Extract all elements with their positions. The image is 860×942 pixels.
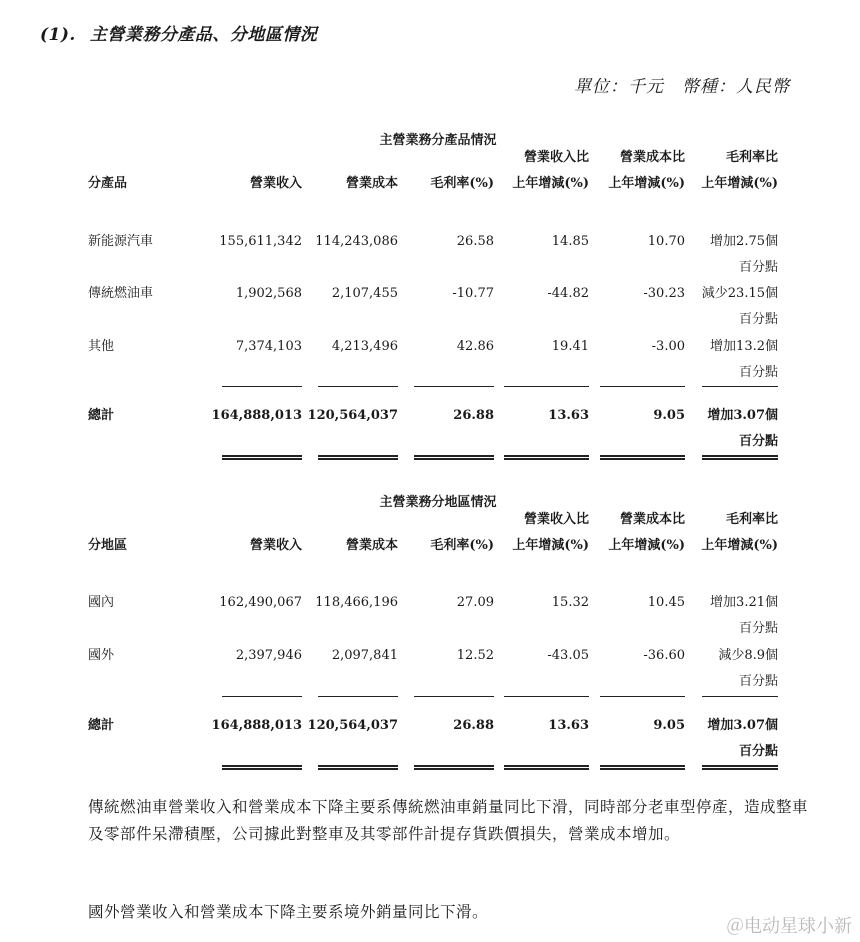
column-header: 營業成本 [345,176,398,191]
table-cell: 百分點 [738,674,778,689]
table-cell: -43.05 [547,648,589,663]
subtotal-rule [600,696,685,697]
table-cell: 4,213,496 [331,339,398,354]
column-header: 上年增減(%) [608,176,685,191]
total-double-rule [318,765,398,770]
subtotal-rule [222,386,302,387]
column-header: 營業收入 [249,176,302,191]
table-cell: 新能源汽車 [88,234,154,249]
subtotal-rule [414,696,494,697]
subtotal-rule [600,386,685,387]
total-cell: 9.05 [653,408,685,423]
total-cell: 120,564,037 [307,718,398,733]
total-double-rule [414,765,494,770]
column-header: 營業成本比 [619,150,685,165]
table-cell: 2,397,946 [235,648,302,663]
column-header: 毛利率(%) [430,538,494,553]
total-cell: 總計 [88,408,115,423]
column-header: 營業收入比 [523,512,589,527]
total-cell: 26.88 [453,718,494,733]
total-cell: 9.05 [653,718,685,733]
table-cell: 26.58 [456,234,494,249]
table-cell: 增加3.21個 [710,595,778,610]
table-cell: 2,107,455 [331,286,398,301]
total-double-rule [504,765,589,770]
total-cell: 164,888,013 [211,408,302,423]
product-table-title: 主營業務分產品情況 [379,133,497,148]
total-cell: 13.63 [548,408,589,423]
total-cell: 增加3.07個 [707,408,778,423]
column-header: 營業成本 [345,538,398,553]
table-cell: 2,097,841 [331,648,398,663]
table-cell: 增加13.2個 [710,339,778,354]
table-cell: -3.00 [651,339,685,354]
total-double-rule [600,765,685,770]
table-cell: 1,902,568 [235,286,302,301]
table-cell: 27.09 [456,595,494,610]
table-cell: 10.45 [647,595,685,610]
table-cell: 114,243,086 [315,234,398,249]
column-header: 毛利率比 [725,150,778,165]
table-cell: 155,611,342 [219,234,302,249]
table-cell: 162,490,067 [219,595,302,610]
total-cell: 百分點 [738,434,778,449]
column-header: 營業成本比 [619,512,685,527]
subtotal-rule [414,386,494,387]
paragraph-overseas-explanation: 國外營業收入和營業成本下降主要系境外銷量同比下滑。 [88,903,489,921]
table-cell: 15.32 [551,595,589,610]
unit-currency-line: 單位：千元 幣種：人民幣 [574,77,790,97]
column-header: 上年增減(%) [512,176,589,191]
total-cell: 總計 [88,718,115,733]
section-number: (1). [40,25,76,45]
total-double-rule [414,455,494,460]
column-header: 分產品 [88,176,128,191]
table-cell: 118,466,196 [315,595,398,610]
table-cell: 國外 [88,648,115,663]
column-header: 毛利率(%) [430,176,494,191]
total-double-rule [600,455,685,460]
total-cell: 13.63 [548,718,589,733]
total-cell: 164,888,013 [211,718,302,733]
total-double-rule [702,765,778,770]
table-cell: 百分點 [738,260,778,275]
subtotal-rule [702,696,778,697]
table-cell: 7,374,103 [235,339,302,354]
table-cell: 百分點 [738,365,778,380]
table-cell: 42.86 [456,339,494,354]
total-cell: 百分點 [738,744,778,759]
column-header: 上年增減(%) [608,538,685,553]
table-cell: -44.82 [547,286,589,301]
total-double-rule [318,455,398,460]
table-cell: -30.23 [643,286,685,301]
table-cell: 百分點 [738,312,778,327]
table-cell: 12.52 [456,648,494,663]
section-title: 主營業務分產品、分地區情況 [89,25,318,45]
total-cell: 增加3.07個 [707,718,778,733]
total-cell: 26.88 [453,408,494,423]
column-header: 毛利率比 [725,512,778,527]
table-cell: 其他 [88,339,115,354]
column-header: 上年增減(%) [512,538,589,553]
table-cell: 百分點 [738,621,778,636]
table-cell: -36.60 [643,648,685,663]
column-header: 上年增減(%) [701,538,778,553]
subtotal-rule [702,386,778,387]
table-cell: 傳統燃油車 [88,286,154,301]
table-cell: 國內 [88,595,115,610]
subtotal-rule [504,696,589,697]
table-cell: 減少23.15個 [701,286,778,301]
table-cell: 減少8.9個 [718,648,778,663]
table-cell: -10.77 [452,286,494,301]
subtotal-rule [318,386,398,387]
column-header: 分地區 [88,538,128,553]
subtotal-rule [318,696,398,697]
section-heading [40,20,317,45]
total-double-rule [702,455,778,460]
total-cell: 120,564,037 [307,408,398,423]
paragraph-fuel-car-explanation: 傳統燃油車營業收入和營業成本下降主要系傳統燃油車銷量同比下滑，同時部分老車型停產，造成整車及零部件呆滯積壓，公司據此對整車及其零部件計提存貨跌價損失，營業成本增加。 [88,798,809,843]
column-header: 營業收入 [249,538,302,553]
table-cell: 增加2.75個 [710,234,778,249]
total-double-rule [222,765,302,770]
total-double-rule [222,455,302,460]
subtotal-rule [222,696,302,697]
watermark: ＠电动星球小新 [726,916,852,937]
column-header: 上年增減(%) [701,176,778,191]
table-cell: 10.70 [647,234,685,249]
table-cell: 19.41 [551,339,589,354]
total-double-rule [504,455,589,460]
column-header: 營業收入比 [523,150,589,165]
region-table-title: 主營業務分地區情況 [379,495,497,510]
table-cell: 14.85 [551,234,589,249]
subtotal-rule [504,386,589,387]
